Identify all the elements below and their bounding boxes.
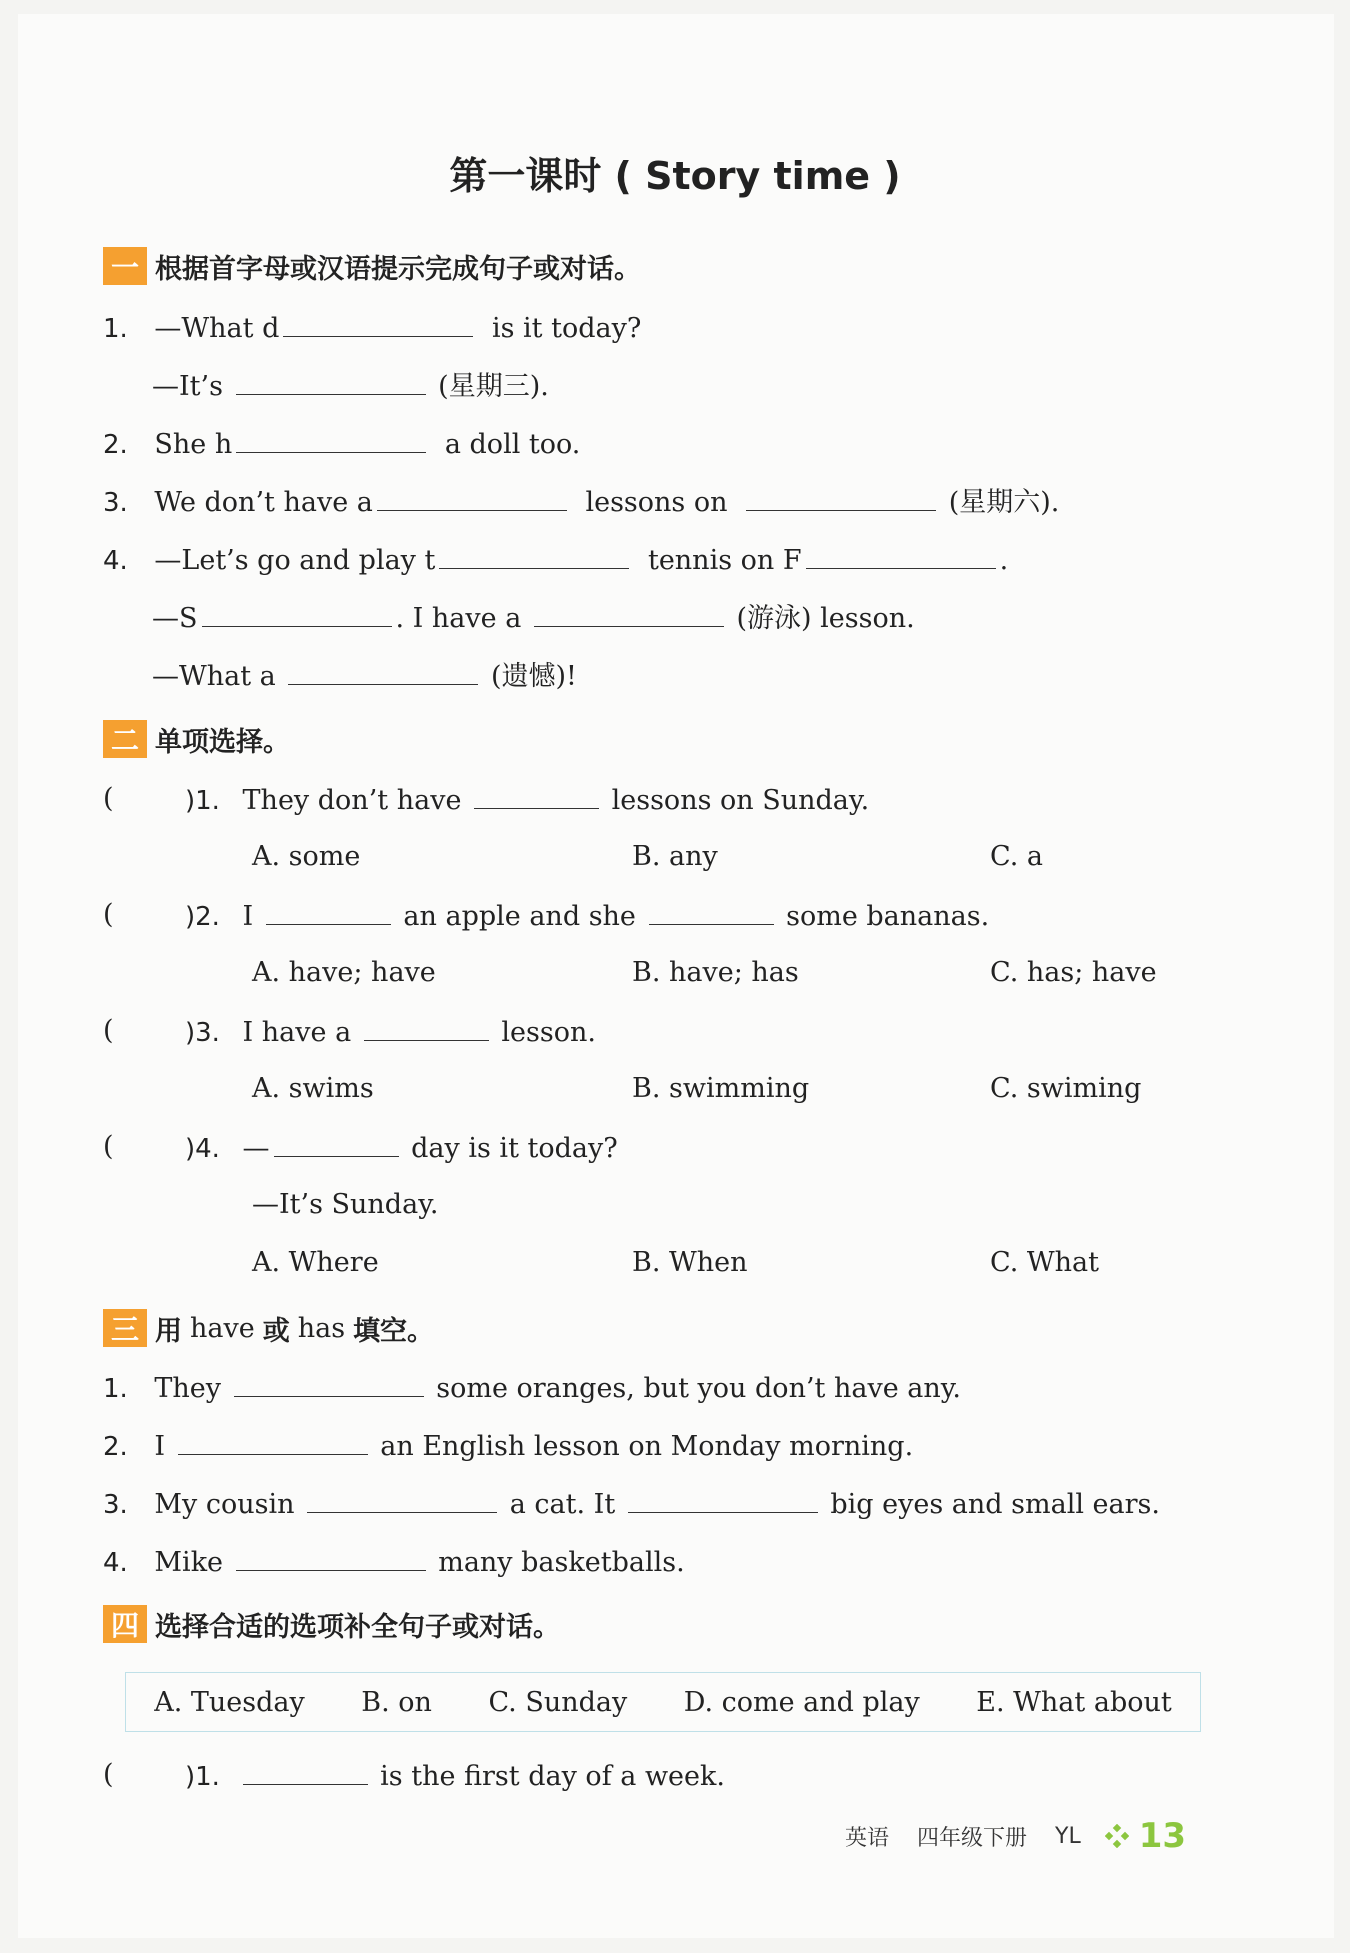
p2-q4 (185, 1130, 618, 1166)
footer-grade: 四年级下册 (917, 1825, 1028, 1851)
p3-q4-text1: Mike (154, 1547, 224, 1578)
p3-q1-blank[interactable] (234, 1370, 424, 1397)
p4-option-b[interactable]: B. on (361, 1686, 432, 1718)
section-1-badge: 一 (103, 247, 147, 285)
p3-q1-text1: They (154, 1373, 222, 1404)
p1-q4a-text1: —Let’s go and play t (154, 545, 436, 576)
section-3-title-have: have (190, 1312, 255, 1344)
p1-q1a (103, 310, 641, 346)
page-title: 第一课时 ( Story time ) (449, 154, 901, 198)
p2-q3-text2: lesson. (501, 1017, 596, 1048)
clover-icon (1105, 1824, 1129, 1848)
p3-q2-blank[interactable] (178, 1428, 368, 1455)
p3-q4-text2: many basketballs. (438, 1547, 685, 1578)
section-3-heading (103, 1308, 434, 1348)
section-3-badge: 三 (103, 1309, 147, 1347)
p3-q3-number: 3. (103, 1490, 128, 1520)
p1-q3 (103, 484, 1059, 520)
p2-q1 (185, 782, 869, 818)
p2-q1-option-a[interactable]: A. some (252, 841, 361, 872)
p1-q1a-text1: —What d (154, 313, 280, 344)
section-3-title-mid: 或 (262, 1315, 290, 1347)
p3-q3 (103, 1486, 1160, 1522)
section-3-title-post: 填空。 (353, 1315, 435, 1347)
footer-subject: 英语 (845, 1825, 890, 1851)
p2-q3-option-b[interactable]: B. swimming (632, 1073, 810, 1104)
p4-option-c[interactable]: C. Sunday (488, 1686, 628, 1718)
p3-q2 (103, 1428, 913, 1464)
p2-q2-blank2 (649, 898, 774, 925)
p1-q1-number: 1. (103, 314, 128, 344)
p1-q3-blank2[interactable] (746, 484, 936, 511)
p2-q2-text3: some bananas. (786, 901, 990, 932)
p2-q2-text1: I (242, 901, 254, 932)
p1-q1b (152, 368, 549, 404)
p3-q3-blank1[interactable] (307, 1486, 497, 1513)
section-4-title: 选择合适的选项补全句子或对话。 (155, 1611, 560, 1643)
p1-q1b-blank[interactable] (236, 368, 426, 395)
p3-q2-number: 2. (103, 1432, 128, 1462)
p4-q1-text: is the first day of a week. (380, 1761, 725, 1792)
p2-q2 (185, 898, 989, 934)
p1-q4b-text2: . I have a (395, 603, 522, 634)
p2-q1-paren[interactable]: ( (103, 783, 114, 814)
p1-q4a-text2: tennis on F (647, 545, 802, 576)
p2-q4-paren[interactable]: ( (103, 1131, 114, 1162)
section-2-title: 单项选择。 (155, 726, 290, 758)
p1-q4c-text1: —What a (152, 661, 276, 692)
p1-q1b-text2: (星期三). (438, 371, 549, 402)
p2-q4-option-a[interactable]: A. Where (252, 1247, 379, 1278)
p1-q4a-blank1[interactable] (439, 542, 629, 569)
p2-q4-text1: — (242, 1133, 270, 1164)
p4-q1-number: )1. (185, 1762, 220, 1792)
p3-q3-text1: My cousin (154, 1489, 295, 1520)
p2-q1-blank (474, 782, 599, 809)
p4-q1 (185, 1758, 725, 1794)
p1-q4b-text1: —S (152, 603, 198, 634)
p1-q3-blank1[interactable] (377, 484, 567, 511)
p1-q4c-text2: (遗憾)! (490, 661, 577, 692)
p2-q3-paren[interactable]: ( (103, 1015, 114, 1046)
section-4-badge: 四 (103, 1605, 147, 1643)
p1-q2 (103, 426, 580, 462)
p2-q3-option-a[interactable]: A. swims (252, 1073, 374, 1104)
p1-q1b-text1: —It’s (152, 371, 223, 402)
p1-q1a-blank[interactable] (283, 310, 473, 337)
p1-q4a-text3: . (999, 545, 1009, 576)
p2-q2-paren[interactable]: ( (103, 899, 114, 930)
p4-option-e[interactable]: E. What about (976, 1686, 1172, 1718)
p4-option-a[interactable]: A. Tuesday (154, 1686, 305, 1718)
p1-q3-text2: lessons on (585, 487, 728, 518)
p2-q2-option-a[interactable]: A. have; have (252, 957, 436, 988)
p2-q4-reply: —It’s Sunday. (252, 1189, 439, 1220)
p2-q4-blank (274, 1130, 399, 1157)
p2-q3-number: )3. (185, 1018, 220, 1048)
p2-q1-number: )1. (185, 786, 220, 816)
p2-q1-text1: They don’t have (242, 785, 462, 816)
p3-q2-text1: I (154, 1431, 166, 1462)
p1-q4c-blank[interactable] (288, 658, 478, 685)
p3-q2-text2: an English lesson on Monday morning. (380, 1431, 914, 1462)
p1-q4a-blank2[interactable] (806, 542, 996, 569)
p2-q1-option-c[interactable]: C. a (990, 841, 1043, 872)
p2-q4-number: )4. (185, 1134, 220, 1164)
p2-q3-blank (364, 1014, 489, 1041)
page-number: 13 (1138, 1816, 1187, 1856)
p1-q1a-text2: is it today? (491, 313, 642, 344)
p1-q3-text1: We don’t have a (154, 487, 373, 518)
p1-q2-text1: She h (154, 429, 233, 460)
p3-q3-text2: a cat. It (509, 1489, 616, 1520)
p1-q4b (152, 600, 915, 636)
p4-option-d[interactable]: D. come and play (683, 1686, 920, 1718)
p4-q1-paren[interactable]: ( (103, 1759, 114, 1790)
p2-q3 (185, 1014, 596, 1050)
p2-q1-option-b[interactable]: B. any (632, 841, 718, 872)
section-4-heading (103, 1604, 560, 1644)
p2-q3-text1: I have a (242, 1017, 352, 1048)
p1-q4b-blank1[interactable] (202, 600, 392, 627)
p3-q1-number: 1. (103, 1374, 128, 1404)
p2-q3-option-c[interactable]: C. swiming (990, 1073, 1142, 1104)
section-1-title: 根据首字母或汉语提示完成句子或对话。 (155, 253, 641, 285)
section-1-heading (103, 246, 641, 286)
page-footer (845, 1816, 1186, 1856)
p2-q2-option-b[interactable]: B. have; has (632, 957, 799, 988)
p2-q2-blank1 (266, 898, 391, 925)
p2-q4-text2: day is it today? (411, 1133, 618, 1164)
p2-q2-text2: an apple and she (403, 901, 636, 932)
p3-q4 (103, 1544, 685, 1580)
section-3-title-pre: 用 (155, 1315, 182, 1347)
p3-q4-blank[interactable] (236, 1544, 426, 1571)
footer-edition: YL (1055, 1823, 1081, 1849)
p1-q4c (152, 658, 577, 694)
p1-q3-text3: (星期六). (948, 487, 1060, 518)
p1-q3-number: 3. (103, 488, 128, 518)
p1-q4-number: 4. (103, 546, 128, 576)
p1-q2-blank[interactable] (236, 426, 426, 453)
section-2-badge: 二 (103, 720, 147, 758)
p3-q1 (103, 1370, 961, 1406)
p1-q2-text2: a doll too. (444, 429, 581, 460)
p3-q1-text2: some oranges, but you don’t have any. (436, 1373, 962, 1404)
p1-q4b-blank2[interactable] (534, 600, 724, 627)
p4-options-box (125, 1672, 1201, 1732)
p3-q4-number: 4. (103, 1548, 128, 1578)
p4-q1-blank[interactable] (243, 1758, 368, 1785)
p3-q3-blank2[interactable] (628, 1486, 818, 1513)
p3-q3-text3: big eyes and small ears. (830, 1489, 1160, 1520)
section-2-heading (103, 719, 290, 759)
p2-q1-text2: lessons on Sunday. (611, 785, 870, 816)
p1-q4b-text3: (游泳) lesson. (736, 603, 915, 634)
p2-q4-option-c[interactable]: C. What (990, 1247, 1099, 1278)
p1-q2-number: 2. (103, 430, 128, 460)
p2-q2-number: )2. (185, 902, 220, 932)
p1-q4a (103, 542, 1008, 578)
section-3-title-has: has (297, 1312, 346, 1344)
p2-q2-option-c[interactable]: C. has; have (990, 957, 1157, 988)
p2-q4-option-b[interactable]: B. When (632, 1247, 748, 1278)
